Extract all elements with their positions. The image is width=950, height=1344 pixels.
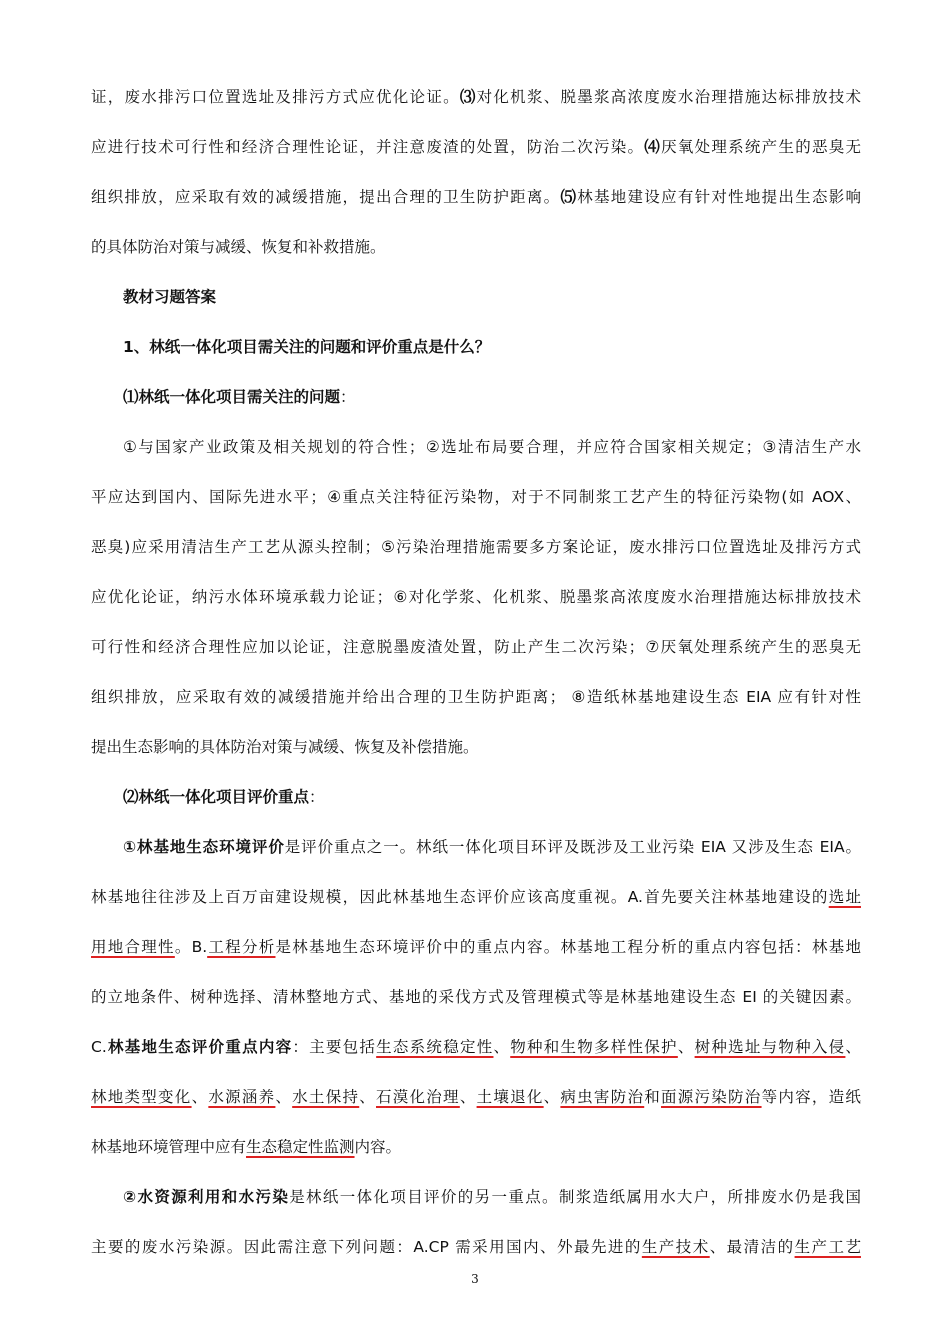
underlined-term: 用地合理性	[91, 938, 175, 956]
underlined-term: 土壤退化	[476, 1088, 544, 1106]
subsection-heading: ⑵林纸一体化项目评价重点：	[123, 788, 325, 806]
underlined-term: 生态稳定性监测	[246, 1138, 355, 1156]
underlined-term: 树种选址与物种入侵	[694, 1038, 846, 1056]
underlined-term: 工程分析	[207, 938, 276, 956]
text-line: 可行性和经济合理性应加以论证，注意脱墨废渣处置，防止产生二次污染；⑦厌氧处理系统产生的恶臭无	[91, 638, 861, 656]
underlined-term: 面源污染防治	[660, 1088, 762, 1106]
page-number: 3	[471, 1272, 479, 1286]
text-line: 的具体防治对策与减缓、恢复和补救措施。	[91, 238, 386, 256]
underlined-term: 水源涵养	[208, 1088, 276, 1106]
text-line: ②水资源利用和水污染是林纸一体化项目评价的另一重点。制浆造纸属用水大户，所排废水仍是我国	[123, 1188, 861, 1206]
underlined-term: 林地类型变化	[91, 1088, 192, 1106]
underlined-term: 生产技术	[641, 1238, 710, 1256]
text-line: 林基地往往涉及上百万亩建设规模，因此林基地生态评价应该高度重视。A.首先要关注林基地建设的选址	[91, 888, 861, 906]
subsection-heading: ⑴林纸一体化项目需关注的问题：	[123, 388, 356, 406]
text-line: 组织排放，应采取有效的减缓措施并给出合理的卫生防护距离； ⑧造纸林基地建设生态 EIA 应有针对性	[91, 688, 861, 706]
text-line: 证，废水排污口位置选址及排污方式应优化论证。⑶对化机浆、脱墨浆高浓度废水治理措施达标排放技术	[91, 88, 861, 106]
text-line: 恶臭)应采用清洁生产工艺从源头控制；⑤污染治理措施需要多方案论证，废水排污口位置选址及排污方式	[91, 538, 861, 556]
underlined-term: 选址	[828, 888, 861, 906]
underlined-term: 物种和生物多样性保护	[510, 1038, 678, 1056]
underlined-term: 石漠化治理	[376, 1088, 460, 1106]
question-heading: 1、林纸一体化项目需关注的问题和评价重点是什么？	[123, 338, 491, 356]
text-line: ①林基地生态环境评价是评价重点之一。林纸一体化项目环评及既涉及工业污染 EIA 又涉及生态 EIA。	[123, 838, 861, 856]
text-line: 平应达到国内、国际先进水平；④重点关注特征污染物，对于不同制浆工艺产生的特征污染物(如 AOX、	[91, 488, 861, 506]
text-line: 的立地条件、树种选择、清林整地方式、基地的采伐方式及管理模式等是林基地建设生态 EI 的关键因素。	[91, 988, 861, 1006]
text-line: 林地类型变化、水源涵养、水土保持、石漠化治理、土壤退化、病虫害防治和面源污染防治等内容，造纸	[91, 1088, 861, 1106]
text-line: 应进行技术可行性和经济合理性论证，并注意废渣的处置，防治二次污染。⑷厌氧处理系统产生的恶臭无	[91, 138, 861, 156]
text-line: 应优化论证，纳污水体环境承载力论证；⑥对化学浆、化机浆、脱墨浆高浓度废水治理措施达标排放技术	[91, 588, 861, 606]
text-line: 主要的废水污染源。因此需注意下列问题：A.CP 需采用国内、外最先进的生产技术、最清洁的生产工艺	[91, 1238, 861, 1256]
section-heading: 教材习题答案	[123, 288, 217, 306]
text-line: C.林基地生态评价重点内容：主要包括生态系统稳定性、物种和生物多样性保护、树种选址与物种入侵、	[91, 1038, 861, 1056]
underlined-term: 生产工艺	[794, 1238, 861, 1256]
text-line: ①与国家产业政策及相关规划的符合性；②选址布局要合理，并应符合国家相关规定；③清洁生产水	[123, 438, 861, 456]
underlined-term: 水土保持	[292, 1088, 360, 1106]
text-line: 提出生态影响的具体防治对策与减缓、恢复及补偿措施。	[91, 738, 479, 756]
text-line: 用地合理性。B.工程分析是林基地生态环境评价中的重点内容。林基地工程分析的重点内容包括：林基地	[91, 938, 861, 956]
underlined-term: 生态系统稳定性	[376, 1038, 494, 1056]
underlined-term: 病虫害防治	[560, 1088, 645, 1106]
text-line: 组织排放，应采取有效的减缓措施，提出合理的卫生防护距离。⑸林基地建设应有针对性地提出生态影响	[91, 188, 861, 206]
text-line: 林基地环境管理中应有生态稳定性监测内容。	[91, 1138, 402, 1156]
